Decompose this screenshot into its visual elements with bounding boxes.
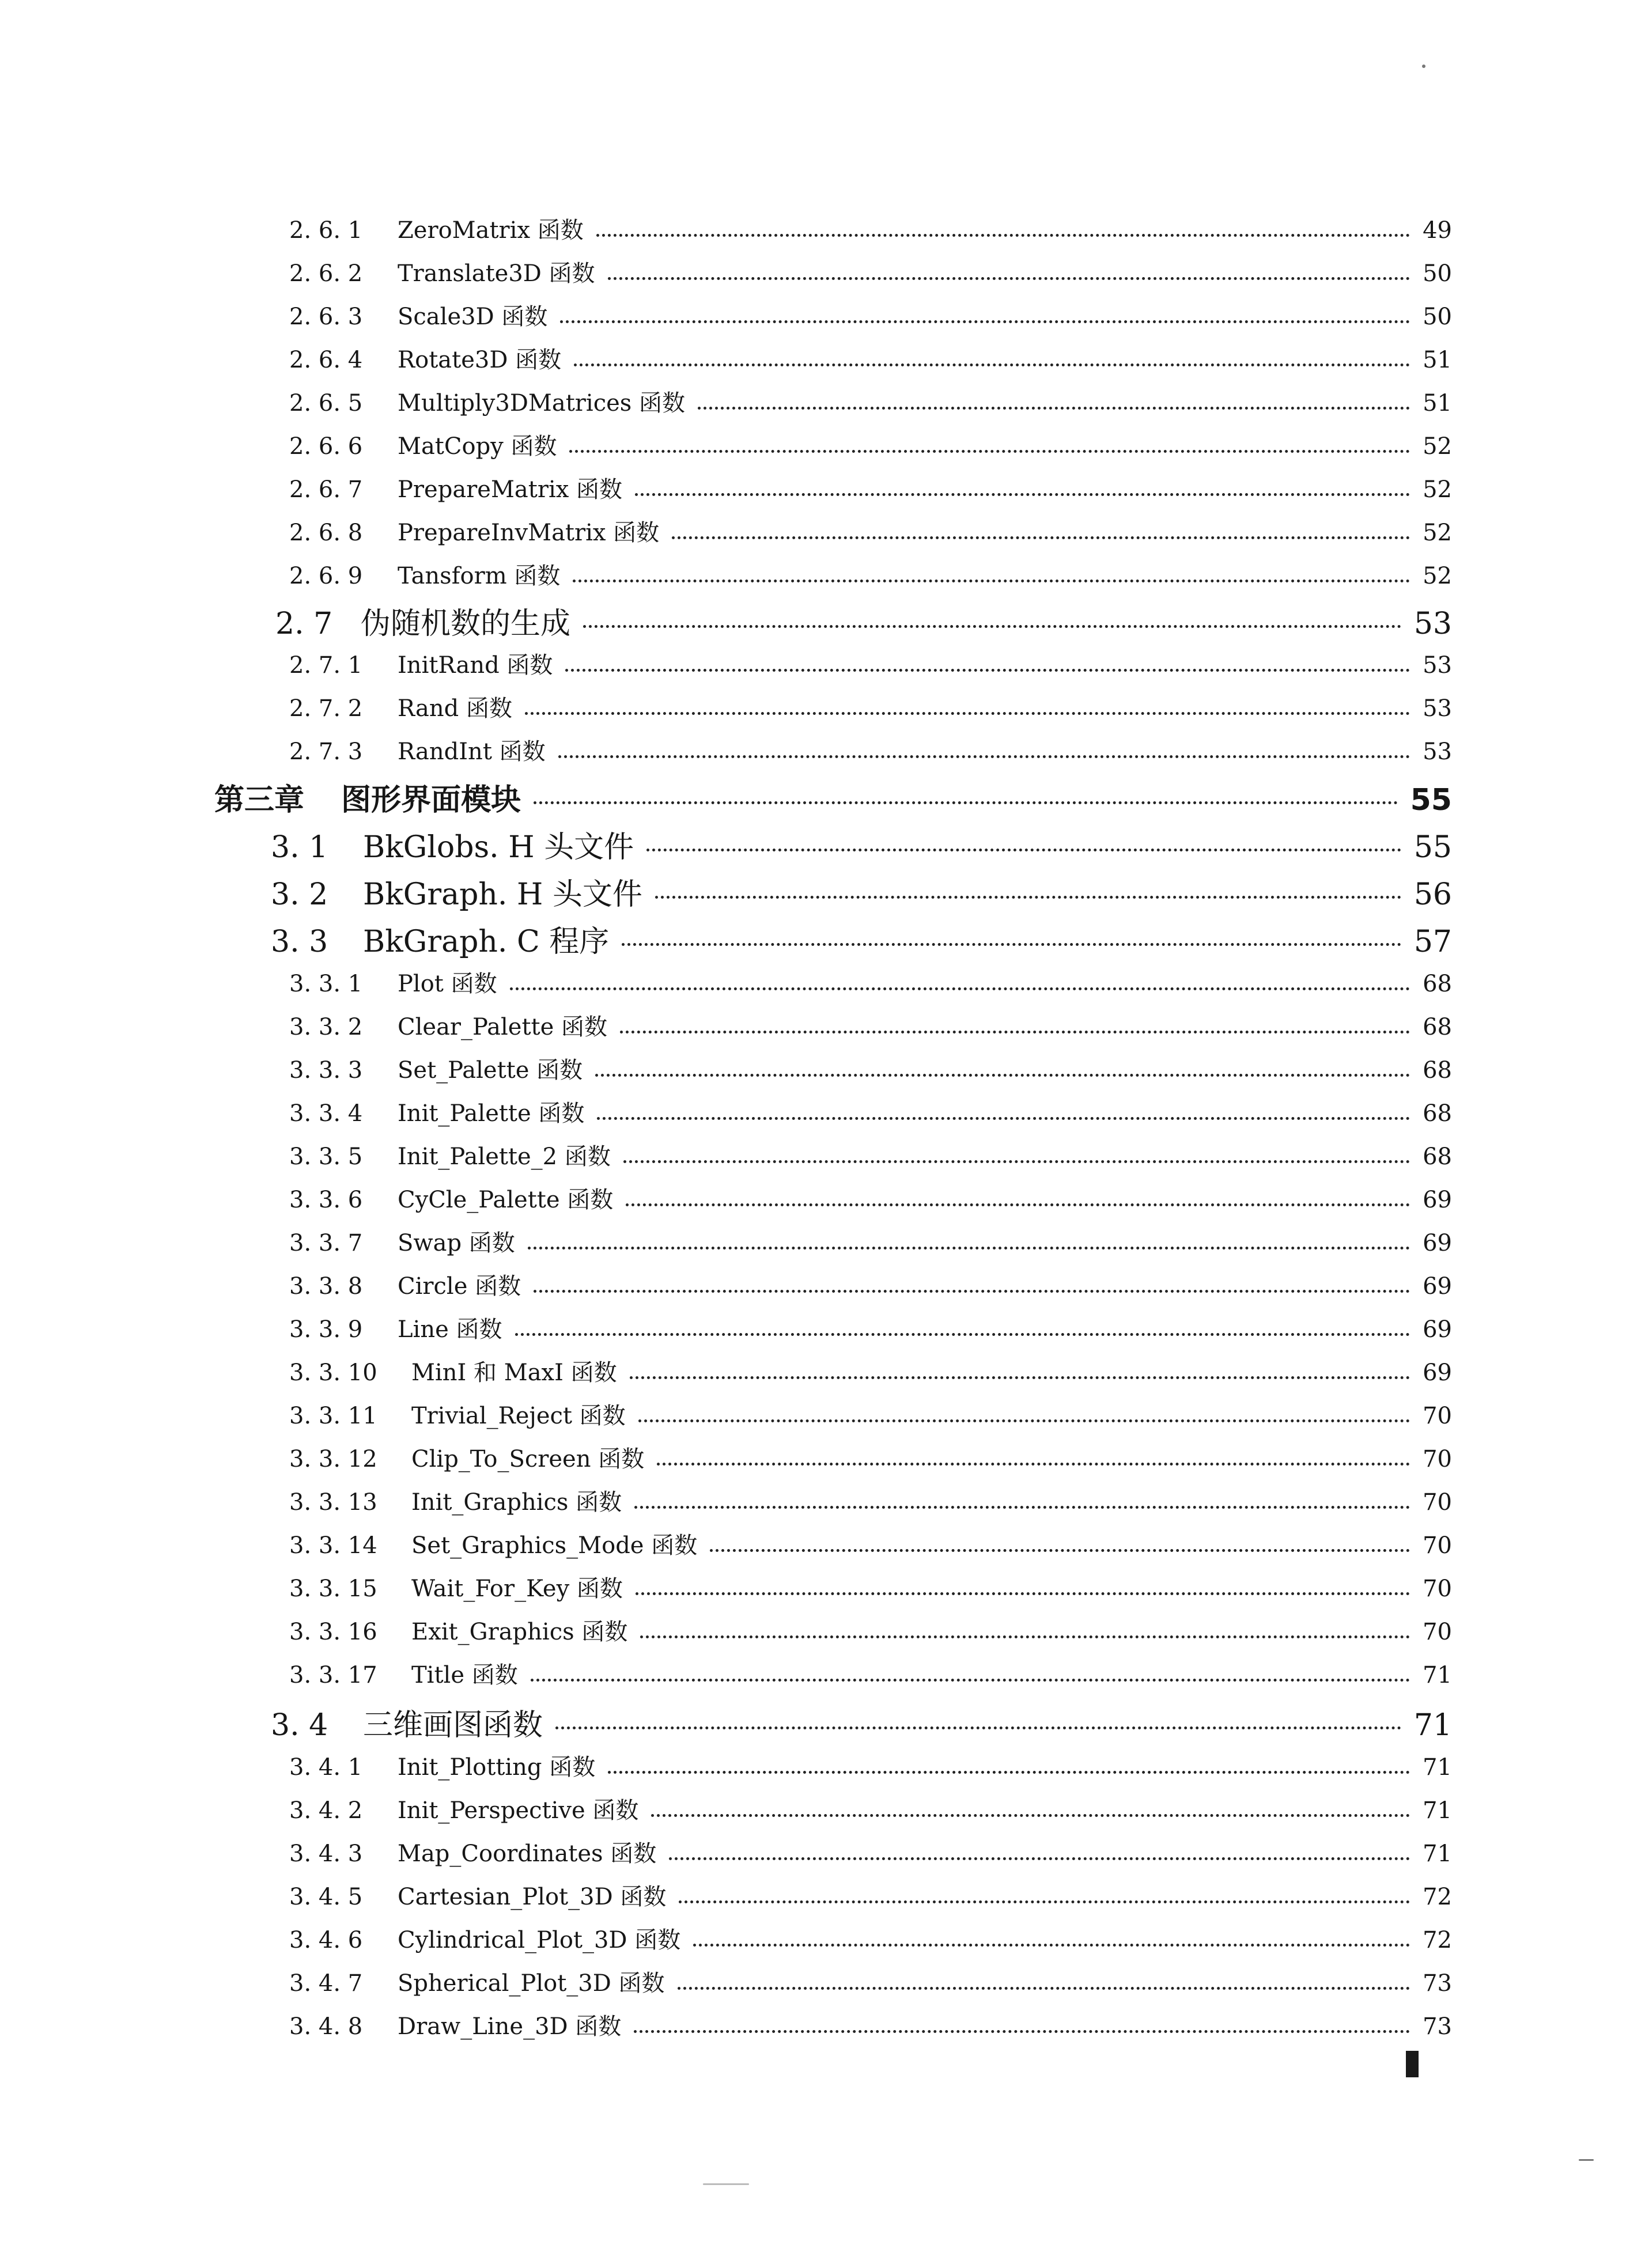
page-number: 71 [1423, 1662, 1452, 1688]
section-number: 3. 3. 14 [289, 1532, 377, 1559]
section-title: BkGraph. C 程序 [363, 925, 610, 959]
toc-entry[interactable] [289, 1879, 1452, 1913]
section-title: BkGlobs. H 头文件 [363, 830, 634, 865]
page-number: 68 [1423, 971, 1452, 997]
toc-entry[interactable] [289, 1398, 1452, 1432]
section-number: 3. 4. 1 [289, 1754, 363, 1781]
toc-entry[interactable] [289, 558, 1452, 592]
section-number: 2. 7. 2 [289, 695, 363, 722]
page-number: 73 [1423, 2013, 1452, 2040]
dot-leader [555, 1726, 1401, 1729]
section-number: 2. 6. 8 [289, 520, 363, 546]
section-title: Set_Palette 函数 [398, 1057, 583, 1084]
page-number: 70 [1423, 1619, 1452, 1645]
page-number: 53 [1413, 607, 1452, 641]
toc-entry[interactable] [289, 1527, 1452, 1562]
toc-entry[interactable] [289, 1009, 1452, 1043]
dot-leader [565, 669, 1410, 672]
section-number: 2. 6. 2 [289, 260, 363, 287]
toc-entry[interactable] [289, 690, 1452, 725]
toc-entry[interactable] [289, 1835, 1452, 1870]
section-number: 3. 3. 15 [289, 1576, 377, 1602]
section-number: 3. 3. 9 [289, 1316, 363, 1343]
section-number: 3. 4. 5 [289, 1884, 363, 1910]
section-number: 3. 3. 17 [289, 1662, 377, 1688]
dot-leader [623, 1160, 1410, 1163]
chapter-number: 第三章 [214, 783, 305, 817]
toc-entry[interactable] [289, 514, 1452, 549]
page-number: 70 [1423, 1532, 1452, 1559]
section-title: Rand 函数 [398, 695, 512, 722]
section-number: 2. 6. 1 [289, 217, 363, 244]
section-title: CyCle_Palette 函数 [398, 1187, 614, 1213]
section-title: Init_Palette_2 函数 [398, 1144, 611, 1170]
section-number: 3. 3. 5 [289, 1144, 363, 1170]
page-number: 49 [1423, 217, 1452, 244]
section-number: 3. 3. 4 [289, 1100, 363, 1127]
page-number: 68 [1423, 1100, 1452, 1127]
toc-section-entry[interactable] [275, 599, 1452, 642]
section-number: 3. 4. 2 [289, 1797, 363, 1824]
section-title: Spherical_Plot_3D 函数 [398, 1970, 665, 1997]
toc-entry[interactable] [289, 647, 1452, 681]
toc-entry[interactable] [289, 428, 1452, 463]
section-title: MatCopy 函数 [398, 433, 557, 460]
page-number: 52 [1423, 563, 1452, 589]
section-title: Title 函数 [411, 1662, 518, 1688]
page-number: 55 [1413, 830, 1452, 865]
toc-chapter-entry[interactable] [214, 775, 1452, 818]
page-number: 71 [1423, 1797, 1452, 1824]
dot-leader [608, 1771, 1410, 1774]
section-title: Translate3D 函数 [398, 260, 595, 287]
section-title: PrepareMatrix 函数 [398, 476, 623, 503]
section-number: 2. 6. 7 [289, 476, 363, 503]
toc-entry[interactable] [289, 212, 1452, 247]
page-number: 71 [1423, 1754, 1452, 1781]
dot-leader [569, 450, 1410, 453]
dot-leader [531, 1679, 1410, 1682]
page-number: 51 [1423, 347, 1452, 373]
section-title: Multiply3DMatrices 函数 [398, 390, 686, 417]
section-number: 2. 7. 3 [289, 739, 363, 765]
section-title: Circle 函数 [398, 1273, 521, 1300]
section-title: Clip_To_Screen 函数 [411, 1446, 645, 1472]
dot-leader [510, 987, 1410, 990]
toc-entry[interactable] [289, 1792, 1452, 1827]
dot-leader [583, 625, 1401, 628]
page-number: 52 [1423, 476, 1452, 503]
dot-leader [635, 493, 1410, 496]
section-number: 3. 4. 6 [289, 1927, 363, 1953]
toc-section-entry[interactable] [271, 917, 1452, 960]
toc-entry[interactable] [289, 1749, 1452, 1784]
dot-leader [634, 1506, 1410, 1509]
section-title: Scale3D 函数 [398, 304, 548, 330]
dot-leader [679, 1900, 1410, 1903]
toc-section-entry[interactable] [271, 823, 1452, 865]
toc-entry[interactable] [289, 298, 1452, 333]
dot-leader [634, 2030, 1410, 2033]
section-number: 3. 4. 3 [289, 1841, 363, 1867]
toc-entry[interactable] [289, 1922, 1452, 1956]
page-number: 69 [1423, 1273, 1452, 1300]
section-title: MinI 和 MaxI 函数 [411, 1360, 617, 1386]
page-number: 71 [1423, 1841, 1452, 1867]
section-number: 3. 3. 2 [289, 1014, 363, 1040]
toc-entry[interactable] [289, 385, 1452, 419]
toc-entry[interactable] [289, 1138, 1452, 1173]
section-number: 3. 3. 12 [289, 1446, 377, 1472]
section-title: 伪随机数的生成 [361, 607, 571, 641]
page-number: 52 [1423, 520, 1452, 546]
toc-entry[interactable] [289, 1484, 1452, 1519]
page-number: 52 [1423, 433, 1452, 460]
toc-entry[interactable] [289, 1965, 1452, 2000]
scan-speck [1579, 2159, 1594, 2161]
dot-leader [525, 712, 1410, 715]
section-title: Line 函数 [398, 1316, 502, 1343]
section-title: Cartesian_Plot_3D 函数 [398, 1884, 667, 1910]
page-number: 69 [1423, 1316, 1452, 1343]
page-number: 70 [1423, 1576, 1452, 1602]
dot-leader [693, 1944, 1410, 1947]
toc-entry[interactable] [289, 1311, 1452, 1346]
toc-entry[interactable] [289, 471, 1452, 506]
folio-mark [1406, 2051, 1419, 2077]
page-number: 51 [1423, 390, 1452, 417]
dot-leader [595, 1074, 1410, 1077]
section-number: 3. 3. 7 [289, 1230, 363, 1256]
toc-entry[interactable] [289, 1354, 1452, 1389]
section-number: 3. 3. 16 [289, 1619, 377, 1645]
dot-leader [560, 320, 1410, 323]
section-title: Plot 函数 [398, 971, 497, 997]
page-number: 50 [1423, 260, 1452, 287]
toc-entry[interactable] [289, 1268, 1452, 1303]
dot-leader [626, 1203, 1410, 1206]
page-number: 53 [1423, 652, 1452, 679]
toc-entry[interactable] [289, 733, 1452, 768]
page-number: 53 [1423, 739, 1452, 765]
dot-leader [710, 1549, 1410, 1552]
section-number: 3. 3 [271, 925, 328, 959]
page-number: 55 [1410, 783, 1452, 817]
dot-leader [640, 1635, 1410, 1638]
section-title: PrepareInvMatrix 函数 [398, 520, 660, 546]
section-number: 3. 3. 1 [289, 971, 363, 997]
section-title: ZeroMatrix 函数 [398, 217, 584, 244]
toc-entry[interactable] [289, 1182, 1452, 1216]
toc-entry[interactable] [289, 1614, 1452, 1648]
section-number: 3. 3. 3 [289, 1057, 363, 1084]
page-number: 69 [1423, 1187, 1452, 1213]
page-number: 71 [1413, 1708, 1452, 1743]
dot-leader [608, 277, 1410, 280]
section-number: 2. 7 [275, 607, 333, 641]
section-number: 3. 2 [271, 877, 328, 912]
toc-entry[interactable] [289, 1657, 1452, 1691]
section-number: 3. 3. 8 [289, 1273, 363, 1300]
section-number: 2. 6. 3 [289, 304, 363, 330]
section-title: RandInt 函数 [398, 739, 546, 765]
page-number: 69 [1423, 1360, 1452, 1386]
dot-leader [515, 1333, 1410, 1336]
section-title: Clear_Palette 函数 [398, 1014, 608, 1040]
dot-leader [558, 755, 1410, 758]
toc-entry[interactable] [289, 1052, 1452, 1086]
dot-leader [651, 1814, 1410, 1817]
dot-leader [622, 943, 1401, 946]
toc-entry[interactable] [289, 2008, 1452, 2043]
section-number: 3. 4. 8 [289, 2013, 363, 2040]
section-number: 2. 7. 1 [289, 652, 363, 679]
page-number: 53 [1423, 695, 1452, 722]
page-number: 50 [1423, 304, 1452, 330]
chapter-title: 图形界面模块 [341, 783, 521, 817]
section-title: Wait_For_Key 函数 [411, 1576, 623, 1602]
page-number: 72 [1423, 1927, 1452, 1953]
section-title: Set_Graphics_Mode 函数 [411, 1532, 698, 1559]
scan-speck [1422, 65, 1425, 68]
dot-leader [646, 849, 1401, 851]
page-number: 73 [1423, 1970, 1452, 1997]
toc-entry[interactable] [289, 965, 1452, 1000]
dot-leader [528, 1247, 1410, 1250]
page-number: 68 [1423, 1144, 1452, 1170]
dot-leader [620, 1031, 1410, 1033]
section-number: 2. 6. 5 [289, 390, 363, 417]
dot-leader [638, 1419, 1410, 1422]
section-number: 3. 4 [271, 1708, 328, 1743]
section-number: 3. 3. 10 [289, 1360, 377, 1386]
section-title: Map_Coordinates 函数 [398, 1841, 657, 1867]
dot-leader [698, 407, 1410, 410]
section-title: InitRand 函数 [398, 652, 553, 679]
scan-speck [703, 2183, 749, 2185]
page-number: 72 [1423, 1884, 1452, 1910]
toc-entry[interactable] [289, 1570, 1452, 1605]
page-number: 70 [1423, 1446, 1452, 1472]
section-title: Tansform 函数 [398, 563, 561, 589]
dot-leader [574, 364, 1410, 366]
dot-leader [657, 1463, 1410, 1466]
toc-entry[interactable] [289, 1441, 1452, 1475]
section-number: 3. 3. 6 [289, 1187, 363, 1213]
section-title: Init_Plotting 函数 [398, 1754, 596, 1781]
section-title: Trivial_Reject 函数 [411, 1403, 626, 1429]
dot-leader [678, 1987, 1410, 1990]
section-title: Init_Graphics 函数 [411, 1489, 622, 1516]
dot-leader [573, 580, 1410, 582]
page-number: 68 [1423, 1014, 1452, 1040]
toc-section-entry[interactable] [271, 870, 1452, 912]
section-number: 3. 1 [271, 830, 328, 865]
dot-leader [534, 801, 1398, 804]
section-number: 2. 6. 9 [289, 563, 363, 589]
page-number: 56 [1413, 877, 1452, 912]
dot-leader [672, 536, 1410, 539]
section-title: 三维画图函数 [363, 1708, 543, 1743]
section-title: Draw_Line_3D 函数 [398, 2013, 622, 2040]
page-number: 70 [1423, 1403, 1452, 1429]
dot-leader [636, 1592, 1410, 1595]
dot-leader [596, 234, 1410, 237]
page-number: 70 [1423, 1489, 1452, 1516]
section-title: Init_Palette 函数 [398, 1100, 585, 1127]
section-title: Exit_Graphics 函数 [411, 1619, 628, 1645]
section-title: Swap 函数 [398, 1230, 515, 1256]
section-number: 3. 4. 7 [289, 1970, 363, 1997]
section-title: Rotate3D 函数 [398, 347, 562, 373]
dot-leader [669, 1857, 1410, 1860]
page-number: 57 [1413, 925, 1452, 959]
toc-entry[interactable] [289, 1095, 1452, 1130]
section-title: BkGraph. H 头文件 [363, 877, 642, 912]
toc-entry[interactable] [289, 342, 1452, 376]
section-number: 3. 3. 11 [289, 1403, 377, 1429]
toc-section-entry[interactable] [271, 1701, 1452, 1743]
dot-leader [655, 896, 1401, 899]
page-number: 68 [1423, 1057, 1452, 1084]
toc-entry[interactable] [289, 255, 1452, 290]
section-number: 2. 6. 6 [289, 433, 363, 460]
section-title: Init_Perspective 函数 [398, 1797, 639, 1824]
page-number: 69 [1423, 1230, 1452, 1256]
dot-leader [534, 1290, 1410, 1293]
section-title: Cylindrical_Plot_3D 函数 [398, 1927, 681, 1953]
toc-entry[interactable] [289, 1225, 1452, 1259]
section-number: 2. 6. 4 [289, 347, 363, 373]
dot-leader [597, 1117, 1410, 1120]
dot-leader [630, 1376, 1410, 1379]
section-number: 3. 3. 13 [289, 1489, 377, 1516]
